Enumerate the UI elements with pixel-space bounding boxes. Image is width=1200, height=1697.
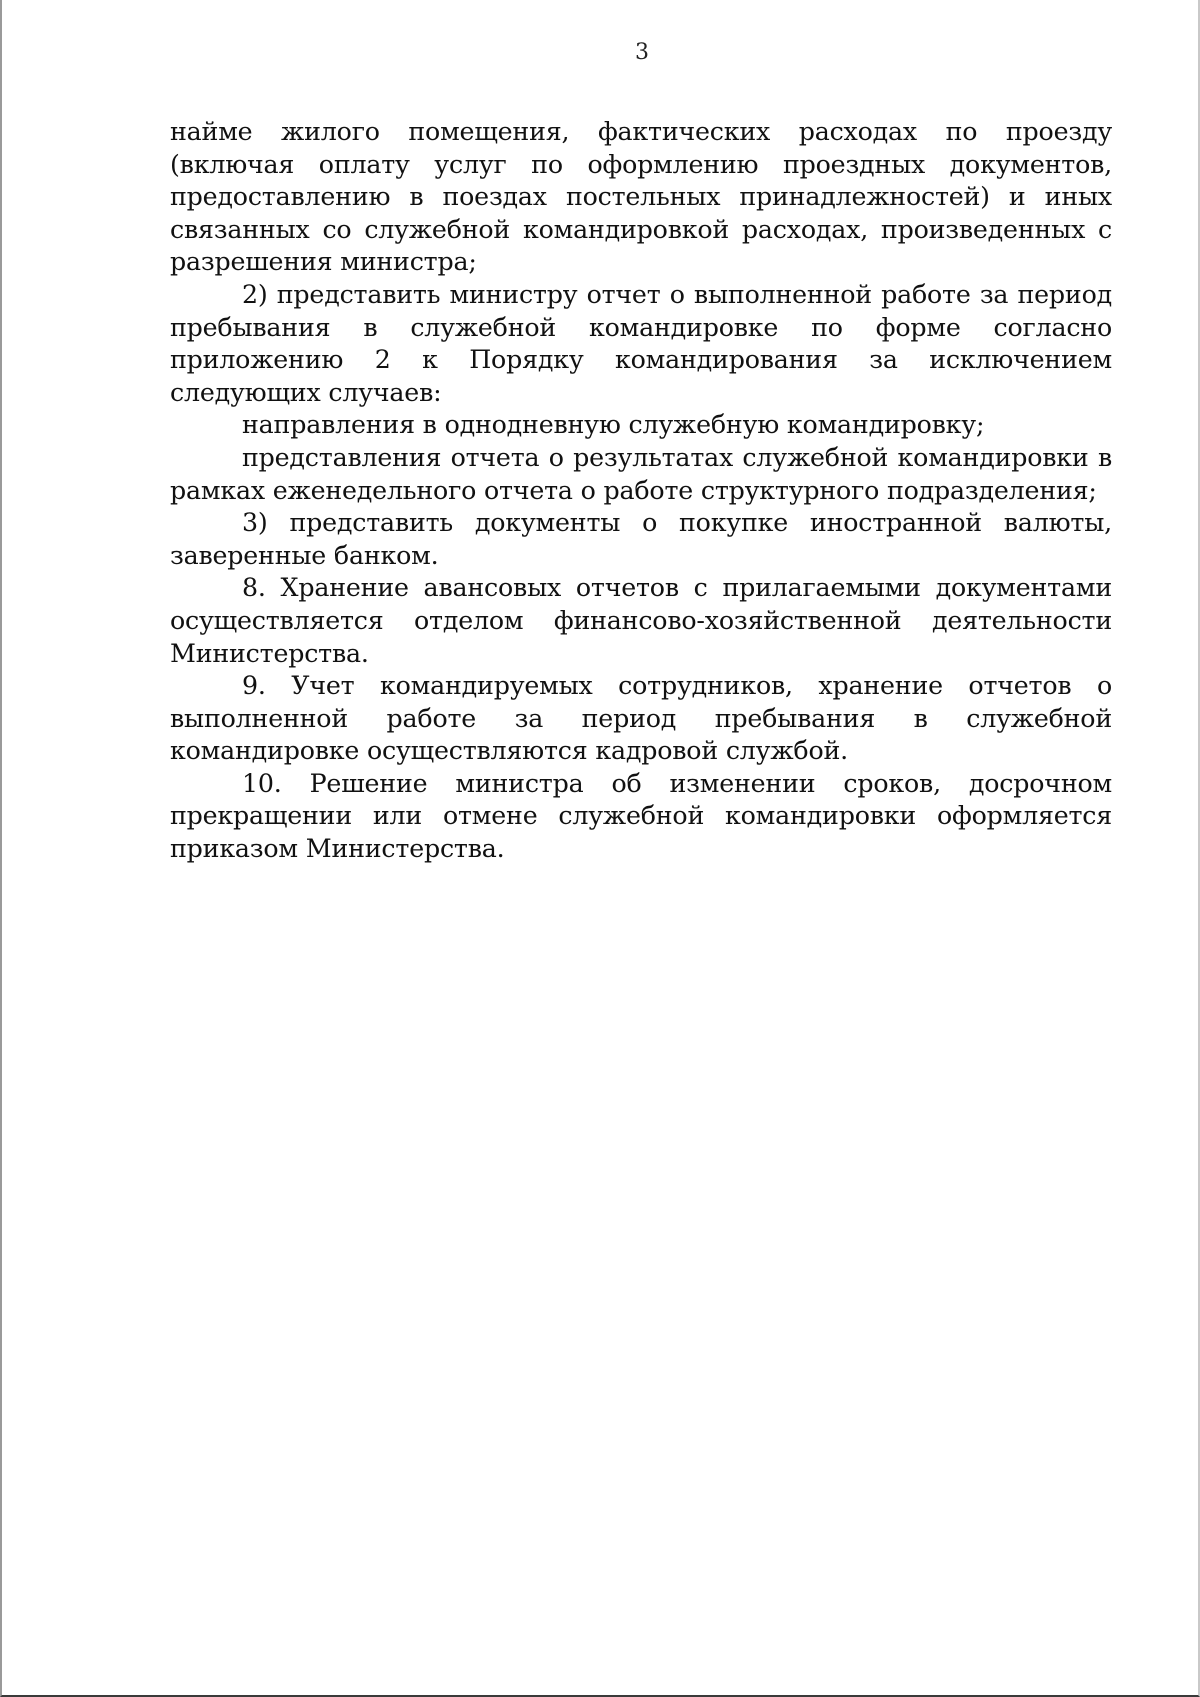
paragraph-expenses-continuation: найме жилого помещения, фактических расходах по проезду (включая оплату услуг по оформлению проездных документов, предоставлению в поездах постельных принадлежностей) и иных связанных со служебной командировкой расходах, произведенных с разрешения министра; [170,117,1112,277]
paragraph-item-2: 2) представить министру отчет о выполненной работе за период пребывания в служебной командировке по форме согласно приложению 2 к Порядку командирования за исключением следующих случаев: [170,279,1112,407]
page-number: 3 [635,40,649,65]
paragraph-item-2-case-one-day: направления в однодневную служебную командировку; [242,410,985,440]
paragraph-clause-10: 10. Решение министра об изменении сроков, досрочном прекращении или отмене служебной командировки оформляется приказом Министерства. [170,768,1112,864]
paragraph-clause-9: 9. Учет командируемых сотрудников, хранение отчетов о выполненной работе за период пребывания в служебной командировке осуществляются кадровой службой. [170,671,1112,766]
paragraph-clause-8: 8. Хранение авансовых отчетов с прилагаемыми документами осуществляется отделом финансово-хозяйственной деятельности Министерства. [170,573,1112,668]
paragraph-item-2-case-weekly-report: представления отчета о результатах служебной командировки в рамках еженедельного отчета о работе структурного подразделения; [170,442,1112,505]
paragraph-item-3: 3) представить документы о покупке иностранной валюты, заверенные банком. [170,508,1112,570]
document-body [170,116,1112,866]
